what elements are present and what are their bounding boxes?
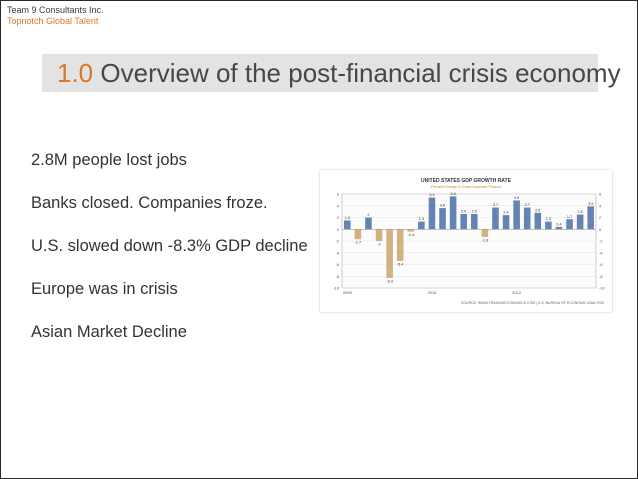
slide-title [57, 58, 621, 88]
y-tick-label-right: 2 [599, 215, 602, 220]
y-tick-label-right: -4 [599, 250, 603, 256]
bar [492, 208, 499, 230]
bar-value-label: 4.9 [513, 195, 520, 200]
bar-value-label: 3.7 [524, 203, 530, 208]
bar-value-label: 1.7 [566, 214, 573, 219]
bar [376, 229, 383, 241]
y-tick-label: 2 [336, 215, 339, 220]
bar [450, 196, 457, 229]
bar-value-label: 2 [367, 213, 370, 217]
bar [513, 200, 520, 229]
y-tick-label-right: -10 [599, 285, 605, 291]
y-tick-label-right: -8 [599, 273, 603, 279]
bar-value-label: 1.3 [418, 217, 425, 222]
bar-value-label: 1.5 [344, 215, 350, 220]
bar [460, 214, 467, 229]
y-tick-label-right: 6 [599, 191, 602, 197]
bar [545, 222, 552, 230]
bar-value-label: 3.6 [439, 203, 446, 208]
y-tick-label-right: -2 [599, 238, 603, 244]
y-tick-label-right: 0 [599, 226, 602, 232]
y-tick-label: 0 [336, 226, 339, 232]
y-tick-label: -2 [335, 238, 339, 244]
bar-value-label: 0.4 [556, 222, 562, 227]
y-tick-label: 6 [336, 191, 339, 197]
bar-value-label: 1.3 [545, 217, 552, 222]
bar-value-label: 3.9 [588, 201, 594, 206]
bar [386, 229, 393, 278]
bullet-list [31, 150, 308, 365]
bullet-item: Asian Market Decline [31, 323, 187, 341]
y-tick-label-right: -6 [599, 262, 603, 267]
title-number: 1.0 [57, 58, 94, 88]
x-tick-label: 2012 [512, 290, 522, 295]
bar [524, 208, 531, 230]
gdp-chart-image [320, 170, 612, 312]
bullet-item: Banks closed. Companies froze. [31, 194, 268, 212]
bar-value-label: 2.6 [461, 209, 467, 214]
bar-value-label: 5.4 [429, 193, 435, 198]
bar [355, 229, 362, 239]
bar [397, 229, 404, 261]
bar [408, 229, 415, 231]
bar [535, 213, 542, 229]
bullet-item: 2.8M people lost jobs [31, 151, 187, 169]
bar-value-label: 2.8 [535, 208, 541, 213]
bar [577, 215, 584, 230]
bullet-item: U.S. slowed down -8.3% GDP decline [31, 237, 308, 255]
y-tick-label: 4 [336, 203, 339, 209]
bar [566, 219, 573, 229]
bar [365, 218, 372, 230]
company-tagline: Topnotch Global Talent [7, 16, 99, 26]
bar [429, 198, 436, 230]
chart-source: SOURCE: WWW.TRADINGECONOMICS.COM | U.S. BUREAU OF ECONOMIC ANALYSIS [461, 301, 604, 305]
bar-value-label: -2 [377, 242, 381, 247]
y-tick-label: -4 [335, 250, 339, 256]
company-name: Team 9 Consultants Inc. [7, 5, 104, 15]
bar-value-label: 5.6 [450, 191, 456, 196]
bar-value-label: -1.3 [481, 238, 489, 243]
y-tick-label: -6 [335, 262, 339, 267]
bar-value-label: -0.4 [407, 233, 415, 238]
bar [556, 227, 563, 229]
bar [503, 215, 510, 229]
gdp-growth-chart [320, 170, 612, 312]
x-tick-label: 2008 [342, 290, 352, 295]
bullet-item: Europe was in crisis [31, 280, 178, 298]
bar [587, 206, 594, 229]
bar [439, 208, 446, 229]
bar-value-label: -8.3 [386, 279, 393, 284]
bar-value-label: 2.6 [471, 209, 477, 214]
chart-title: UNITED STATES GDP GROWTH RATE [421, 178, 511, 184]
bar-value-label: 2.4 [503, 210, 509, 215]
title-text: Overview of the post-financial crisis economy [93, 58, 621, 88]
y-tick-label: -10 [333, 285, 339, 291]
y-tick-label: -8 [335, 273, 339, 279]
bar-value-label: -5.4 [396, 262, 404, 267]
bar-value-label: -1.7 [354, 240, 362, 245]
x-tick-label: 2010 [427, 290, 437, 295]
bar [471, 214, 478, 229]
bar-value-label: 2.5 [577, 210, 583, 215]
bar [482, 229, 489, 237]
bar-value-label: 3.7 [492, 203, 499, 208]
y-tick-label-right: 4 [599, 203, 602, 209]
chart-subtitle: Percent Change in Gross Domestic Product [431, 185, 501, 189]
bar [418, 222, 425, 230]
bar [344, 220, 351, 229]
